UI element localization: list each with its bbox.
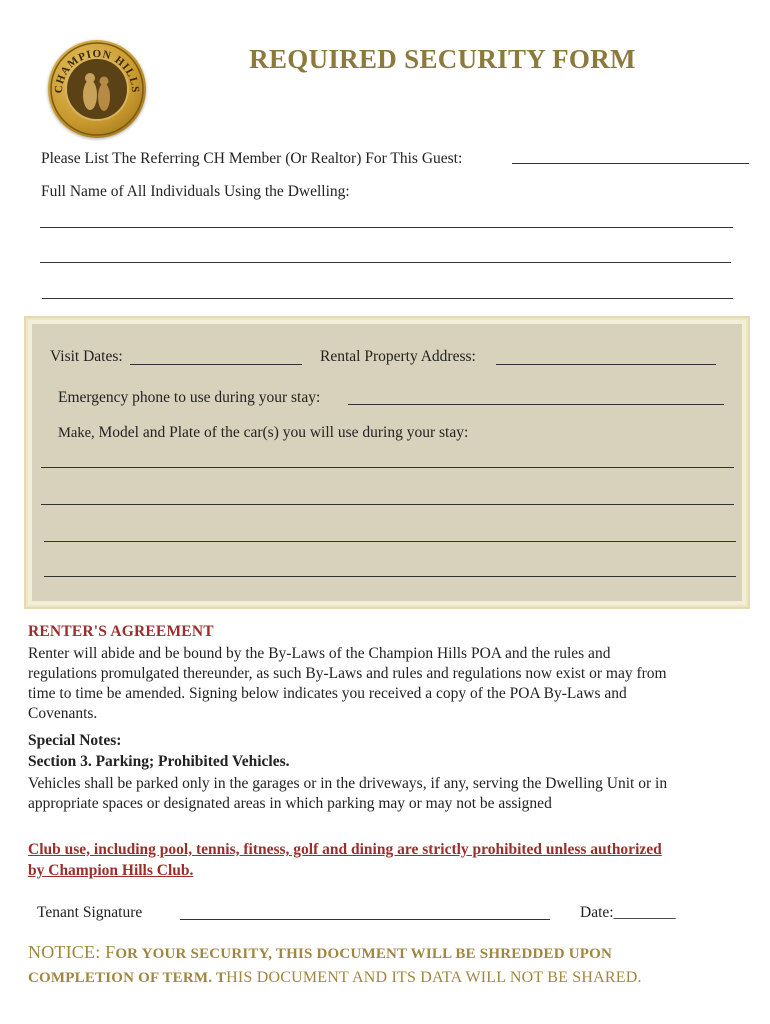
notice-line-2-a: COMPLETION OF TERM. T	[28, 970, 227, 986]
car-label-text: Model and Plate of the car(s) you will use during your stay:	[98, 424, 469, 441]
parking-section-heading: Section 3. Parking; Prohibited Vehicles.	[28, 753, 290, 770]
parking-line: appropriate spaces or designated areas in which parking may or may not be assigned	[28, 795, 552, 812]
notice-line-2-b: HIS DOCUMENT AND ITS DATA WILL NOT BE SHARED.	[226, 969, 642, 986]
notice-line-2	[28, 966, 758, 990]
renters-agreement-title: RENTER'S AGREEMENT	[28, 623, 214, 640]
club-use-warning	[28, 839, 758, 881]
tenant-signature-label: Tenant Signature	[37, 904, 143, 921]
property-address-label: Rental Property Address:	[320, 348, 476, 365]
security-notice	[28, 940, 758, 990]
date-field[interactable]: Date:________	[580, 904, 676, 921]
special-notes-heading: Special Notes:	[28, 732, 122, 749]
full-names-line-1[interactable]	[40, 227, 733, 228]
agreement-line: regulations promulgated thereunder, as such By-Laws and rules and regulations now exist or may from	[28, 665, 667, 682]
parking-line: Vehicles shall be parked only in the garages or in the driveways, if any, serving the Dwelling Unit or in	[28, 775, 668, 792]
referring-member-field[interactable]	[512, 163, 749, 164]
page-title: REQUIRED SECURITY FORM	[249, 44, 636, 74]
car-details-line-2[interactable]	[41, 504, 734, 505]
emergency-phone-label: Emergency phone to use during your stay:	[58, 389, 321, 406]
full-names-line-2[interactable]	[40, 262, 731, 263]
car-details-line-1[interactable]	[41, 467, 734, 468]
car-details-label	[58, 424, 468, 442]
notice-line-1-text: OR YOUR SECURITY, THIS DOCUMENT WILL BE SHREDDED UPON	[115, 946, 612, 962]
car-label-prefix: Make,	[58, 425, 95, 441]
agreement-line: time to time be amended. Signing below indicates you received a copy of the POA By-Laws and	[28, 685, 627, 702]
property-address-field[interactable]	[496, 364, 716, 365]
svg-text:CHAMPION HILLS: CHAMPION HILLS	[52, 47, 142, 94]
full-names-line-3[interactable]	[42, 298, 733, 299]
visit-details-panel	[26, 318, 748, 607]
full-names-label: Full Name of All Individuals Using the Dwelling:	[41, 183, 350, 200]
club-warning-line: Club use, including pool, tennis, fitness, golf and dining are strictly prohibited unless authorized	[28, 841, 662, 858]
notice-line-1	[28, 940, 758, 966]
visit-dates-label: Visit Dates:	[50, 348, 123, 365]
tenant-signature-field[interactable]	[180, 919, 550, 920]
visit-dates-field[interactable]	[130, 364, 302, 365]
notice-lead: NOTICE: F	[28, 942, 116, 962]
parking-paragraph	[28, 774, 748, 814]
emergency-phone-field[interactable]	[348, 404, 724, 405]
agreement-paragraph	[28, 644, 748, 724]
agreement-line: Renter will abide and be bound by the By-Laws of the Champion Hills POA and the rules and	[28, 645, 611, 662]
agreement-line: Covenants.	[28, 705, 98, 722]
referring-member-label: Please List The Referring CH Member (Or Realtor) For This Guest:	[41, 150, 463, 167]
car-details-line-3[interactable]	[44, 541, 736, 542]
car-details-line-4[interactable]	[44, 576, 736, 577]
club-warning-line: by Champion Hills Club.	[28, 862, 194, 879]
